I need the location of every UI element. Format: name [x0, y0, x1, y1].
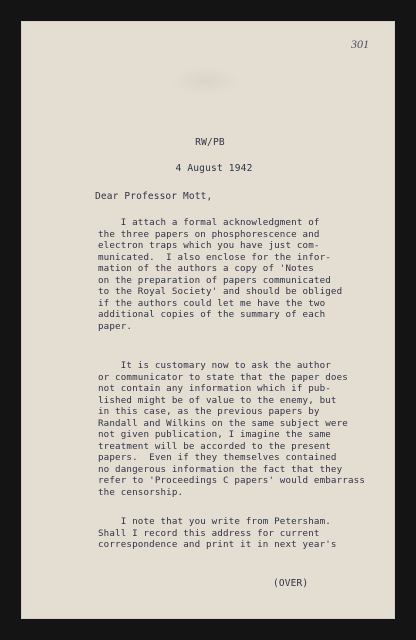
text-line: the censorship.: [98, 486, 184, 498]
text-line: correspondence and print it in next year's: [98, 539, 337, 550]
text-line: not given publication, I imagine the same: [98, 429, 331, 440]
text-line: I attach a formal acknowledgment of: [98, 217, 320, 228]
text-line: no dangerous information the fact that they: [98, 463, 343, 475]
text-line: not contain any information which if pub-: [98, 383, 331, 394]
text-line: It is customary now to ask the author: [98, 360, 331, 371]
paragraph-acknowledgment: [98, 217, 395, 332]
text-line: additional copies of the summary of each: [98, 309, 326, 320]
text-line: lished might be of value to the enemy, but: [98, 394, 337, 406]
letter-date: 4 August 1942: [175, 163, 253, 174]
paragraph-address: [98, 516, 395, 551]
salutation: Dear Professor Mott,: [95, 191, 213, 202]
text-line: I note that you write from Petersham.: [98, 516, 331, 527]
text-line: Randall and Wilkins on the same subject were: [98, 417, 348, 429]
archive-folio-number: 301: [351, 37, 369, 51]
text-line: municated. I also enclose for the infor-: [98, 251, 331, 263]
text-line: paper.: [98, 320, 133, 332]
text-line: papers. Even if they themselves contained: [98, 452, 337, 463]
text-line: or communicator to state that the paper does: [98, 371, 348, 383]
paragraph-censorship: [98, 360, 395, 498]
text-line: treatment will be accorded to the present: [98, 440, 331, 452]
text-line: the three papers on phosphorescence and: [98, 228, 320, 240]
text-line: to the Royal Society' and should be obliged: [98, 286, 343, 297]
text-line: in this case, as the previous papers by: [98, 406, 320, 417]
text-line: mation of the authors a copy of 'Notes: [98, 263, 314, 274]
text-line: Shall I record this address for current: [98, 527, 320, 539]
text-line: if the authors could let me have the two: [98, 297, 326, 309]
text-line: electron traps which you have just com-: [98, 240, 320, 251]
letter-reference: RW/PB: [195, 137, 225, 148]
continuation-marker: (OVER): [273, 578, 309, 589]
letter-page: [21, 21, 395, 619]
text-line: on the preparation of papers communicated: [98, 274, 331, 286]
text-line: refer to 'Proceedings C papers' would embarrass: [98, 475, 366, 486]
show-through-mark: [171, 66, 241, 96]
